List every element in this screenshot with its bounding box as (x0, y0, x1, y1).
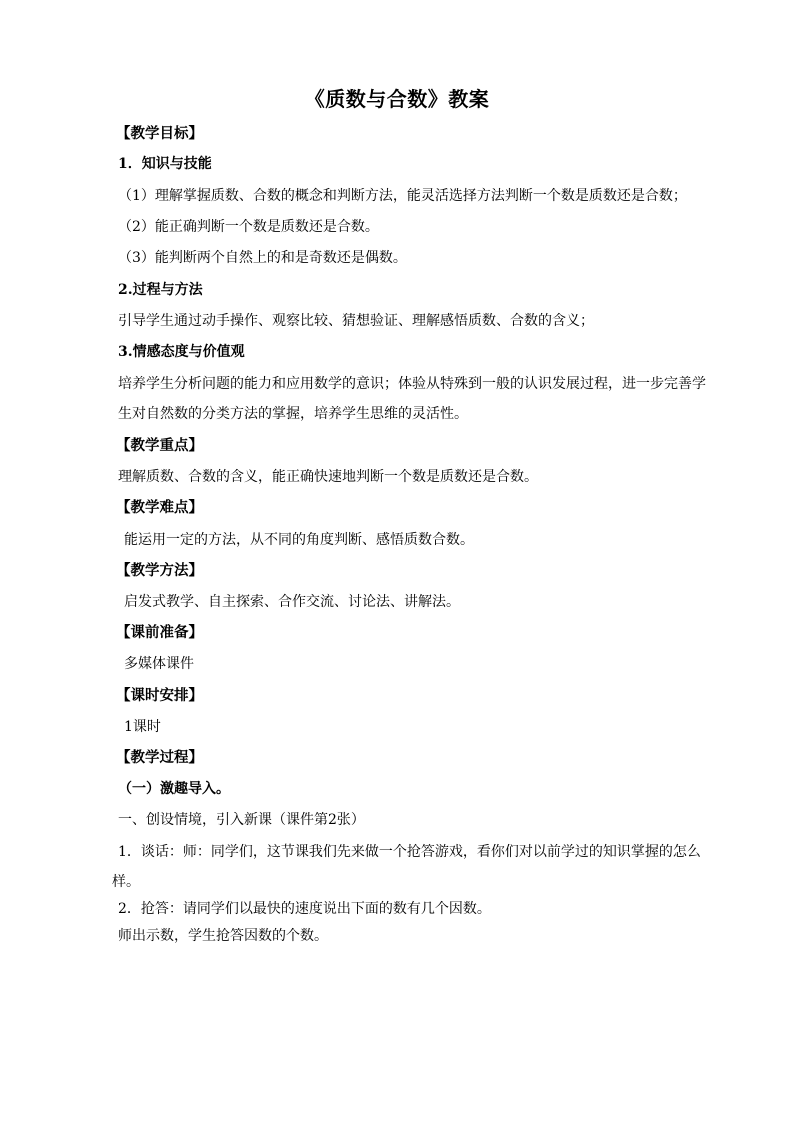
process-part-1: （一）激趣导入。 (118, 781, 230, 797)
process-talk-line2: 样。 (112, 874, 140, 890)
key-point-text: 理解质数、合数的含义，能正确快速地判断一个数是质数还是合数。 (118, 469, 538, 485)
difficulty-text: 能运用一定的方法，从不同的角度判断、感悟质数合数。 (124, 532, 474, 548)
attitude-values-text-line1: 培养学生分析问题的能力和应用数学的意识；体验从特殊到一般的认识发展过程，进一步完善学 (118, 376, 706, 392)
preparation-heading: 【课前准备】 (116, 624, 203, 641)
objectives-heading: 【教学目标】 (116, 125, 203, 142)
process-talk-line1: 1．谈话：师：同学们，这节课我们先来做一个抢答游戏，看你们对以前学过的知识掌握的怎么 (118, 844, 701, 860)
process-heading: 【教学过程】 (116, 749, 203, 766)
preparation-text: 多媒体课件 (124, 656, 194, 672)
process-method-text: 引导学生通过动手操作、观察比较、猜想验证、理解感悟质数、合数的含义； (118, 313, 594, 329)
method-text: 启发式教学、自主探索、合作交流、讨论法、讲解法。 (124, 594, 460, 610)
process-show: 师出示数，学生抢答因数的个数。 (118, 928, 328, 944)
knowledge-item-1: （1）理解掌握质数、合数的概念和判断方法，能灵活选择方法判断一个数是质数还是合数； (118, 188, 687, 204)
attitude-values-heading: 3.情感态度与价值观 (118, 344, 245, 360)
method-heading: 【教学方法】 (116, 562, 203, 579)
schedule-text: 1课时 (124, 719, 161, 735)
knowledge-skills-heading: 1．知识与技能 (118, 156, 212, 172)
key-point-heading: 【教学重点】 (116, 437, 203, 454)
process-step-1: 一、创设情境，引入新课（课件第2张） (118, 812, 365, 828)
difficulty-heading: 【教学难点】 (116, 499, 203, 516)
process-method-heading: 2.过程与方法 (118, 282, 203, 298)
document-title: 《质数与合数》教案 (304, 87, 490, 111)
schedule-heading: 【课时安排】 (116, 687, 203, 704)
process-quiz: 2．抢答：请同学们以最快的速度说出下面的数有几个因数。 (118, 901, 491, 917)
attitude-values-text-line2: 生对自然数的分类方法的掌握，培养学生思维的灵活性。 (118, 406, 468, 422)
knowledge-item-2: （2）能正确判断一个数是质数还是合数。 (118, 219, 379, 235)
knowledge-item-3: （3）能判断两个自然上的和是奇数还是偶数。 (118, 250, 407, 266)
